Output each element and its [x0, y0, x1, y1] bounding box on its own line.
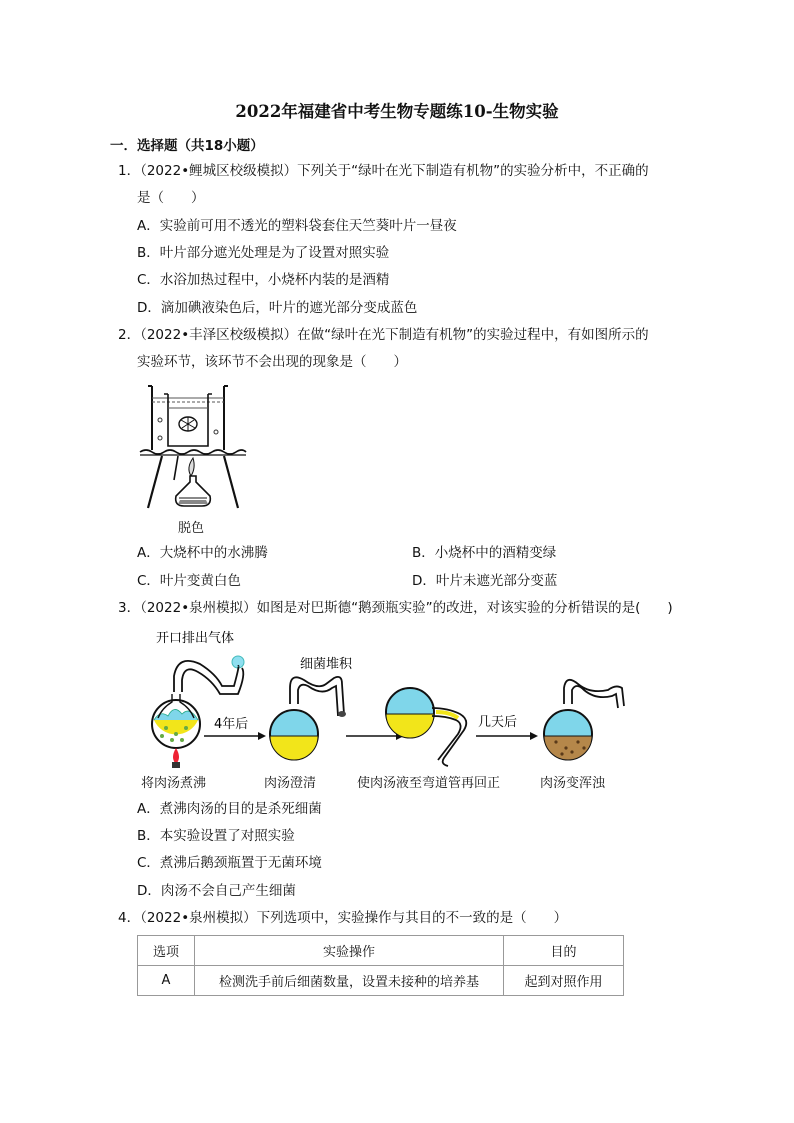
q3-option-a: A．煮沸肉汤的目的是杀死细菌 [137, 801, 322, 817]
q3-caption-3: 使肉汤液至弯道管再回正 [357, 776, 501, 791]
q1-option-d: D．滴加碘液染色后，叶片的遮光部分变成蓝色 [137, 300, 418, 316]
table-cell: A [138, 966, 195, 996]
flask-tilted [386, 688, 466, 766]
section-heading: 一．选择题（共18小题） [110, 138, 264, 154]
q3-caption-2: 肉汤澄清 [264, 776, 317, 791]
q2-option-a: A．大烧杯中的水沸腾 [137, 545, 268, 561]
q2-figure-caption: 脱色 [178, 521, 205, 536]
label-gas: 开口排出气体 [156, 631, 235, 646]
q1-stem-line2: 是（ ） [137, 190, 205, 206]
q2-option-c: C．叶片变黄白色 [137, 573, 241, 589]
table-cell: 起到对照作用 [504, 966, 624, 996]
arrow1-label: 4年后 [214, 717, 249, 732]
q3-caption-1: 将肉汤煮沸 [141, 776, 207, 791]
page-title: 2022年福建省中考生物专题练10-生物实验 [235, 102, 559, 121]
table-header-cell: 选项 [138, 936, 195, 966]
leaf-icon [179, 417, 197, 431]
q2-option-d: D．叶片未遮光部分变蓝 [412, 573, 558, 589]
table-header-cell: 实验操作 [195, 936, 504, 966]
q1-stem-line1: 1．（2022•鲤城区校级模拟）下列关于“绿叶在光下制造有机物”的实验分析中，不正确的 [118, 163, 649, 179]
q1-option-a: A．实验前可用不透光的塑料袋套住天竺葵叶片一昼夜 [137, 218, 457, 234]
table-header-row [138, 936, 624, 966]
q3-option-d: D．肉汤不会自己产生细菌 [137, 883, 296, 899]
q3-caption-4: 肉汤变浑浊 [540, 776, 606, 791]
q3-option-c: C．煮沸后鹅颈瓶置于无菌环境 [137, 855, 322, 871]
decolorization-apparatus-figure [138, 380, 248, 512]
table-cell: 检测洗手前后细菌数量，设置未接种的培养基 [195, 966, 504, 996]
table-header-cell: 目的 [504, 936, 624, 966]
q3-option-b: B．本实验设置了对照实验 [137, 828, 295, 844]
q4-stem: 4．（2022•泉州模拟）下列选项中，实验操作与其目的不一致的是（ ） [118, 910, 568, 926]
table-row [138, 966, 624, 996]
q1-option-b: B．叶片部分遮光处理是为了设置对照实验 [137, 245, 390, 261]
q4-table [137, 935, 624, 996]
arrow2-label: 几天后 [478, 715, 518, 730]
q1-option-c: C．水浴加热过程中，小烧杯内装的是酒精 [137, 272, 390, 288]
q2-stem-line1: 2．（2022•丰泽区校级模拟）在做“绿叶在光下制造有机物”的实验过程中，有如图所示的 [118, 327, 649, 343]
q2-stem-line2: 实验环节，该环节不会出现的现象是（ ） [137, 354, 407, 370]
q2-option-b: B．小烧杯中的酒精变绿 [412, 545, 557, 561]
flask-boiling [152, 630, 244, 768]
label-bacteria: 细菌堆积 [300, 657, 353, 672]
flask-clear [270, 656, 353, 760]
q3-stem: 3．（2022•泉州模拟）如图是对巴斯德“鹅颈瓶实验”的改进，对该实验的分析错误的是( ) [118, 600, 673, 616]
flask-murky [544, 680, 624, 760]
swan-neck-flask-figure [138, 624, 658, 774]
